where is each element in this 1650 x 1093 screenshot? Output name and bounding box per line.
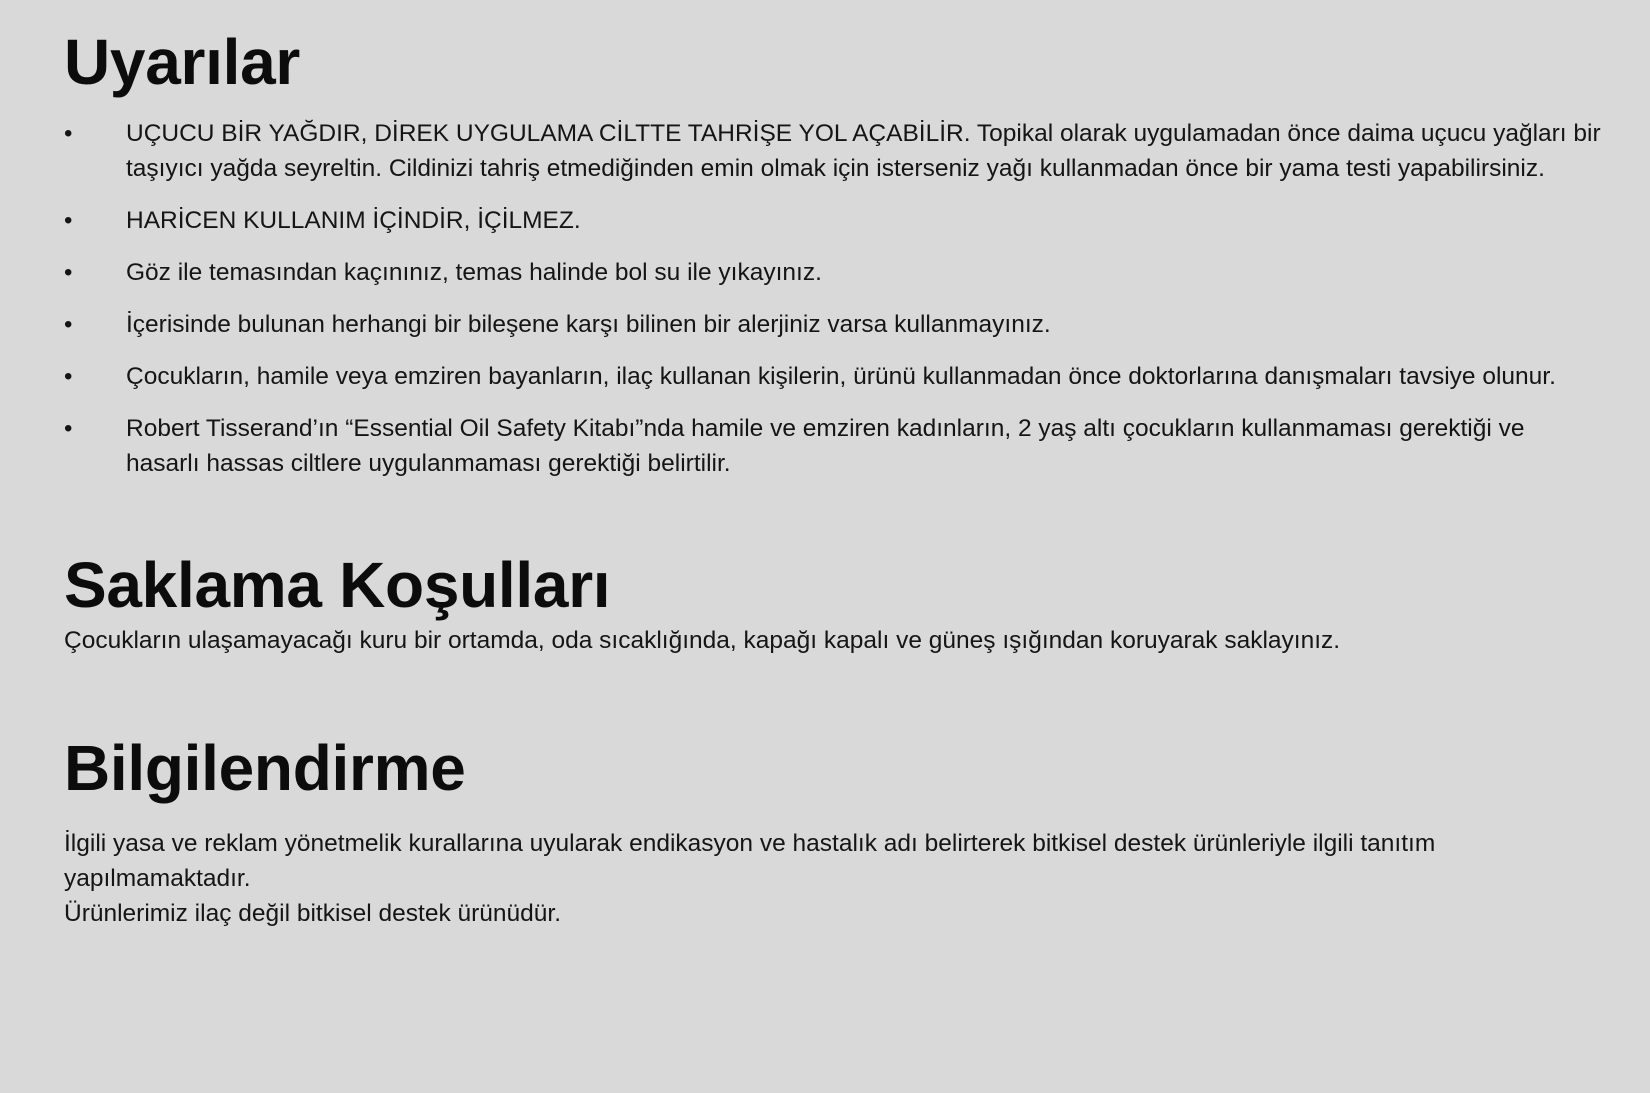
warning-item-text: Çocukların, hamile veya emziren bayanların, ilaç kullanan kişilerin, ürünü kullanmadan önce doktorlarına danışmaları tavsiye olunur. (126, 363, 1556, 390)
warning-item (64, 203, 1604, 238)
warning-item (64, 116, 1604, 186)
info-paragraph: İlgili yasa ve reklam yönetmelik kurallarına uyularak endikasyon ve hastalık adı belirterek bitkisel destek ürünleriyle ilgili tanıtım yapılmamaktadır. (64, 830, 1436, 892)
warning-item-text: HARİCEN KULLANIM İÇİNDİR, İÇİLMEZ. (126, 207, 581, 234)
bullet-icon: • (64, 259, 73, 286)
warning-item (64, 255, 1604, 290)
warnings-section (64, 26, 1604, 481)
warning-item-text: Göz ile temasından kaçınınız, temas halinde bol su ile yıkayınız. (126, 259, 822, 286)
warning-item-text: UÇUCU BİR YAĞDIR, DİREK UYGULAMA CİLTTE TAHRİŞE YOL AÇABİLİR. Topikal olarak uygulamadan önce daima uçucu yağları bir taşıyıcı yağda seyreltin. Cildinizi tahriş etmediğinden emin olmak için isterseniz yağı kullanmadan önce bir yama testi yapabilirsiniz. (126, 120, 1601, 182)
warning-item (64, 307, 1604, 342)
warnings-heading: Uyarılar (64, 26, 300, 98)
info-paragraph: Ürünlerimiz ilaç değil bitkisel destek ürünüdür. (64, 900, 562, 927)
storage-section (64, 549, 1604, 658)
bullet-icon: • (64, 415, 73, 442)
storage-heading: Saklama Koşulları (64, 549, 611, 621)
bullet-icon: • (64, 207, 73, 234)
warning-item-text: İçerisinde bulunan herhangi bir bileşene karşı bilinen bir alerjiniz varsa kullanmayınız. (126, 311, 1051, 338)
info-section (64, 732, 1604, 931)
info-heading: Bilgilendirme (64, 732, 466, 804)
warnings-list (64, 116, 1604, 481)
bullet-icon: • (64, 120, 73, 147)
page-content (64, 0, 1604, 931)
bullet-icon: • (64, 363, 73, 390)
warning-item (64, 359, 1604, 394)
warning-item (64, 411, 1604, 481)
bullet-icon: • (64, 311, 73, 338)
storage-text: Çocukların ulaşamayacağı kuru bir ortamda, oda sıcaklığında, kapağı kapalı ve güneş ışığından koruyarak saklayınız. (64, 627, 1341, 654)
warning-item-text: Robert Tisserand’ın “Essential Oil Safety Kitabı”nda hamile ve emziren kadınların, 2 yaş altı çocukların kullanmaması gerektiği ve hasarlı hassas ciltlere uygulanmaması gerektiği belirtilir. (126, 415, 1525, 477)
